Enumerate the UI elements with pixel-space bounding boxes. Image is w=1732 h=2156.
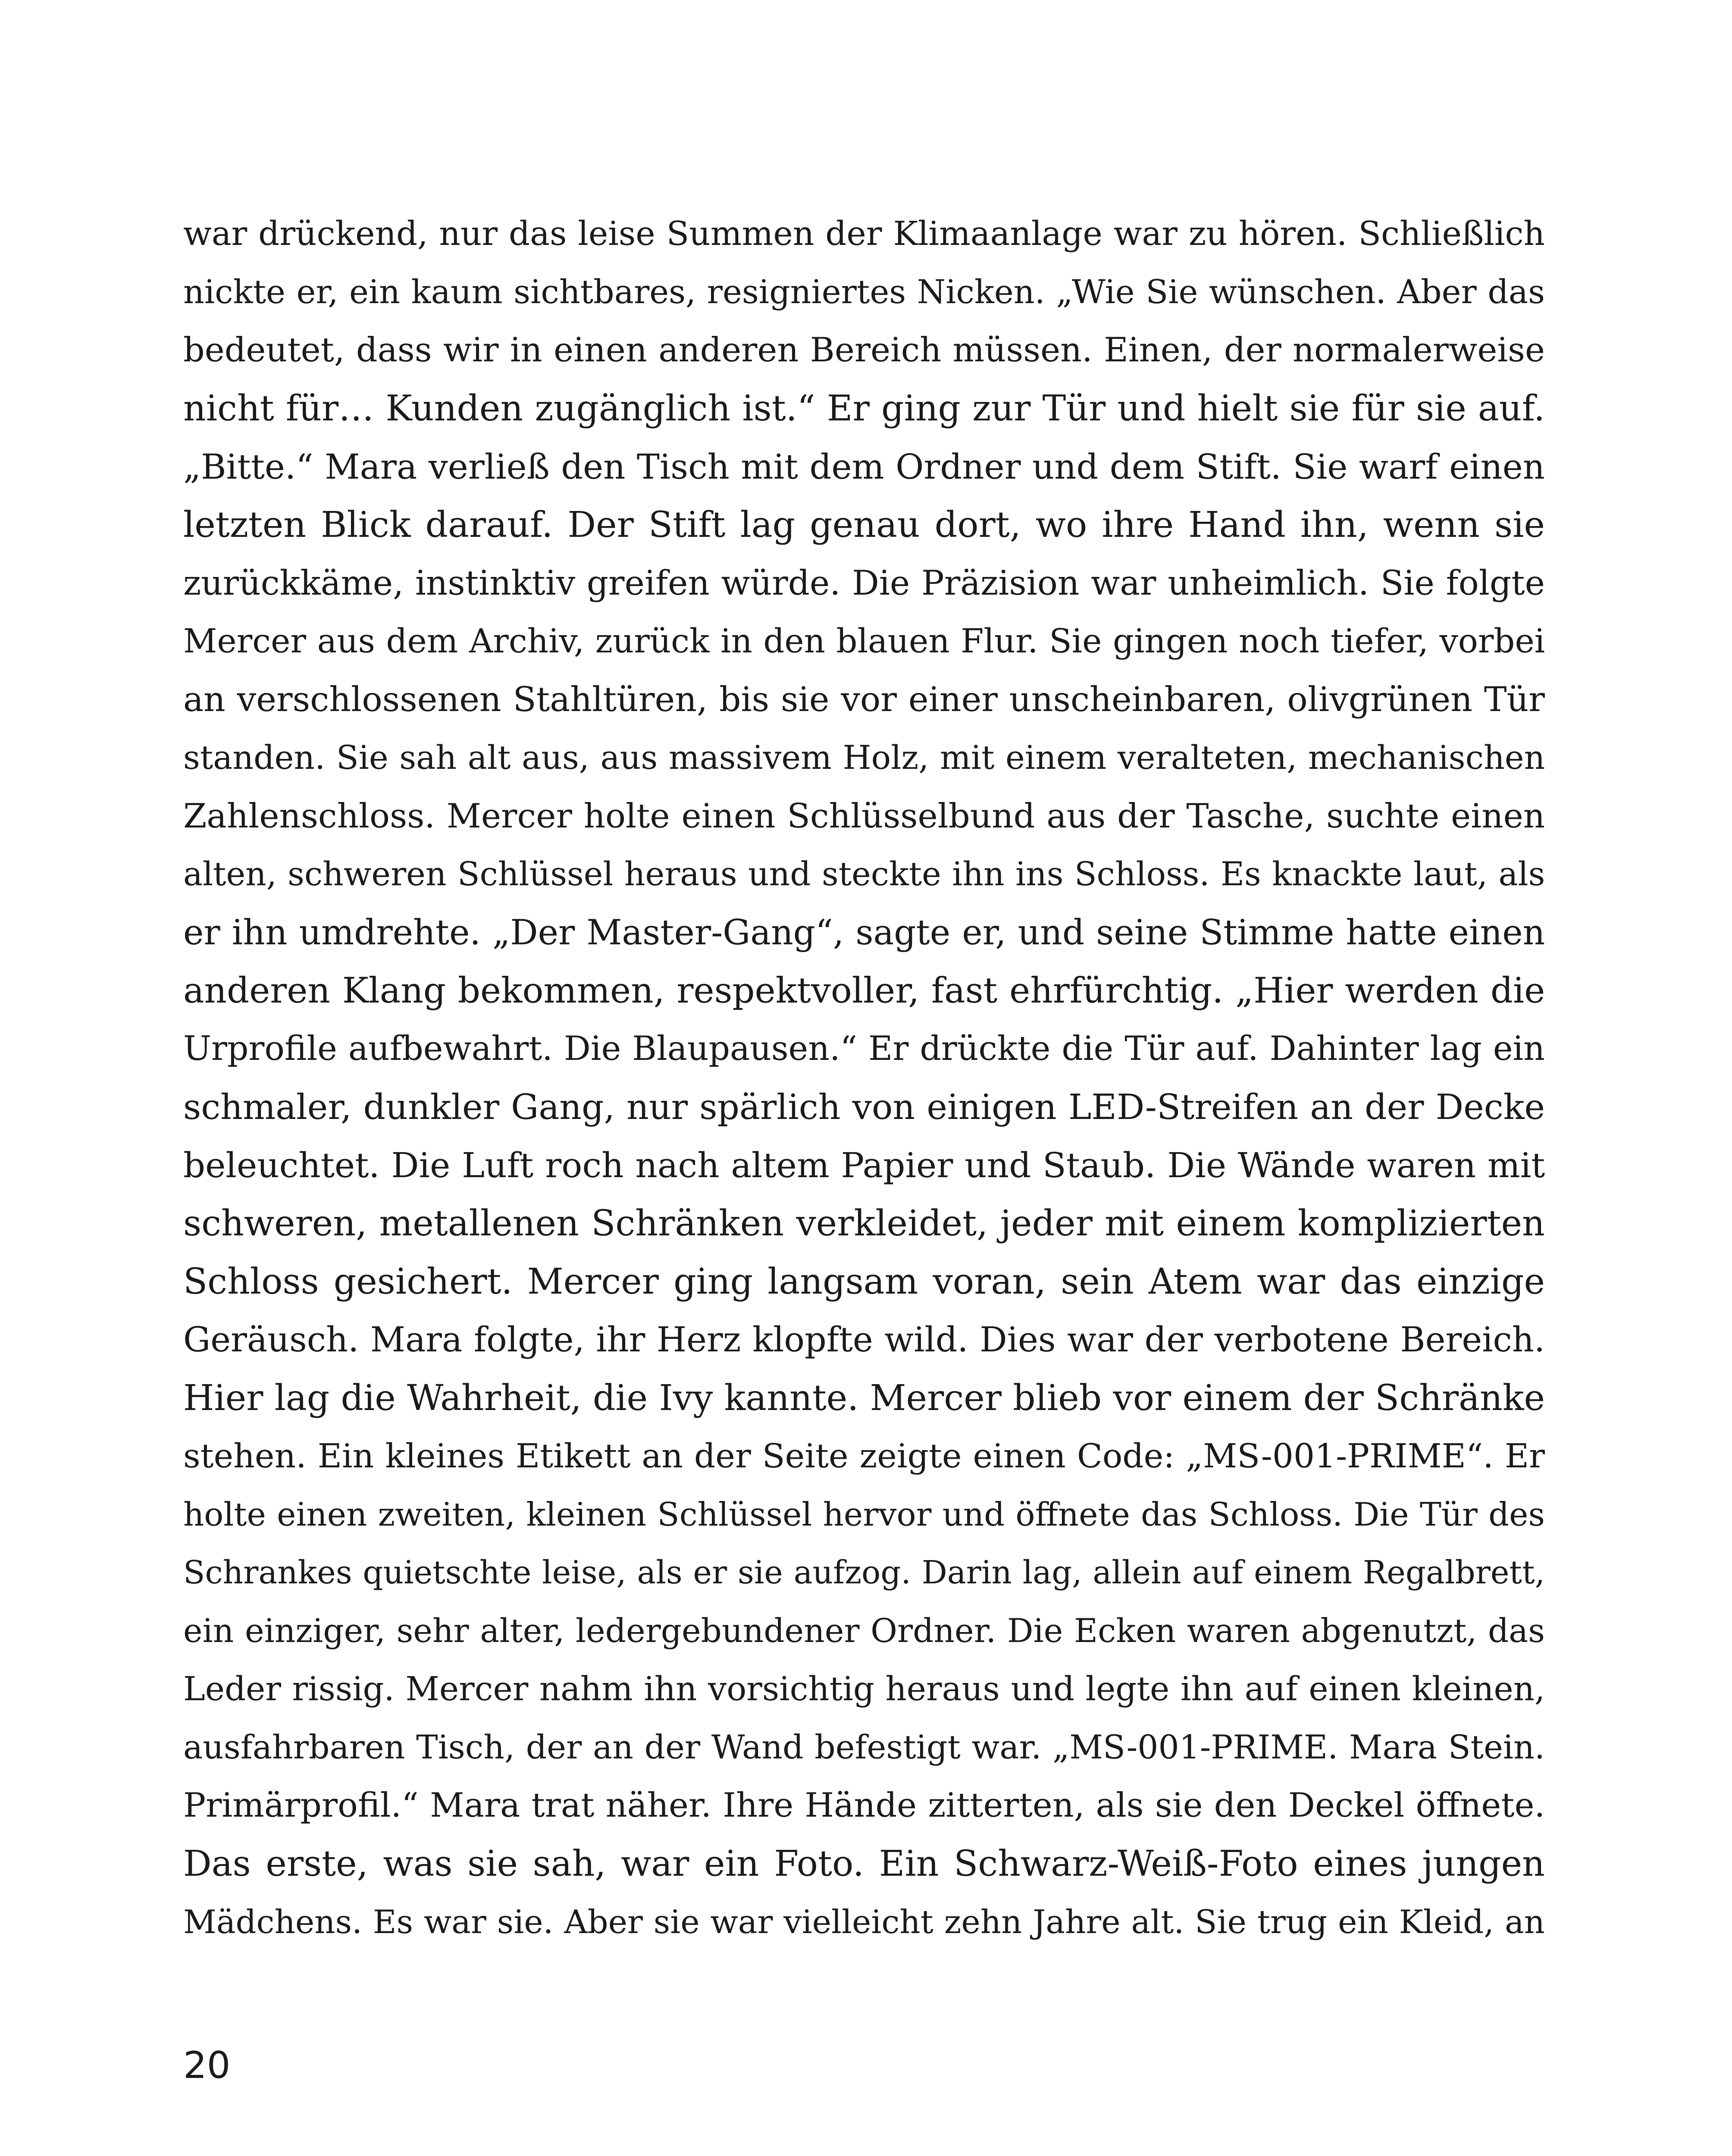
text-line: Schrankes quietschte leise, als er sie aufzog. Darin lag, allein auf einem Regalbrett, <box>183 1554 1545 1591</box>
text-line: letzten Blick darauf. Der Stift lag genau dort, wo ihre Hand ihn, wenn sie <box>183 505 1545 545</box>
text-line: nicht für… Kunden zugänglich ist.“ Er ging zur Tür und hielt sie für sie auf. <box>183 388 1545 429</box>
text-line: anderen Klang bekommen, respektvoller, fast ehrfürchtig. „Hier werden die <box>183 970 1545 1011</box>
text-line: er ihn umdrehte. „Der Master-Gang“, sagte er, und seine Stimme hatte einen <box>183 912 1545 953</box>
text-line: Zahlenschloss. Mercer holte einen Schlüsselbund aus der Tasche, suchte einen <box>183 796 1545 836</box>
text-line: Primärprofil.“ Mara trat näher. Ihre Hände zitterten, als sie den Deckel öffnete. <box>183 1786 1545 1825</box>
body-text <box>183 205 1545 1951</box>
text-line: Urprofile aufbewahrt. Die Blaupausen.“ Er drückte die Tür auf. Dahinter lag ein <box>183 1029 1545 1068</box>
text-line: schweren, metallenen Schränken verkleidet, jeder mit einem komplizierten <box>183 1203 1545 1244</box>
text-line: bedeutet, dass wir in einen anderen Bereich müssen. Einen, der normalerweise <box>183 331 1545 370</box>
text-line: schmaler, dunkler Gang, nur spärlich von einigen LED-Streifen an der Decke <box>183 1087 1545 1127</box>
text-line: war drückend, nur das leise Summen der Klimaanlage war zu hören. Schließlich <box>183 215 1545 253</box>
text-line: standen. Sie sah alt aus, aus massivem Holz, mit einem veralteten, mechanischen <box>183 739 1545 777</box>
text-line: Leder rissig. Mercer nahm ihn vorsichtig heraus und legte ihn auf einen kleinen, <box>183 1670 1545 1708</box>
text-line: Geräusch. Mara folgte, ihr Herz klopfte wild. Dies war der verbotene Bereich. <box>183 1320 1545 1360</box>
page-number: 20 <box>183 2044 231 2087</box>
text-line: stehen. Ein kleines Etikett an der Seite zeigte einen Code: „MS-001-PRIME“. Er <box>183 1437 1545 1476</box>
text-line: „Bitte.“ Mara verließ den Tisch mit dem Ordner und dem Stift. Sie warf einen <box>183 447 1545 487</box>
text-line: ausfahrbaren Tisch, der an der Wand befestigt war. „MS-001-PRIME. Mara Stein. <box>183 1728 1545 1766</box>
text-line: nickte er, ein kaum sichtbares, resigniertes Nicken. „Wie Sie wünschen. Aber das <box>183 273 1545 311</box>
text-line: Hier lag die Wahrheit, die Ivy kannte. Mercer blieb vor einem der Schränke <box>183 1378 1545 1419</box>
text-line: alten, schweren Schlüssel heraus und steckte ihn ins Schloss. Es knackte laut, als <box>183 855 1545 893</box>
text-line: Mercer aus dem Archiv, zurück in den blauen Flur. Sie gingen noch tiefer, vorbei <box>183 622 1545 661</box>
text-line: ein einziger, sehr alter, ledergebundener Ordner. Die Ecken waren abgenutzt, das <box>183 1612 1545 1650</box>
text-line: Mädchens. Es war sie. Aber sie war vielleicht zehn Jahre alt. Sie trug ein Kleid, an <box>183 1903 1545 1941</box>
text-line: an verschlossenen Stahltüren, bis sie vor einer unscheinbaren, olivgrünen Tür <box>183 680 1545 719</box>
text-line: beleuchtet. Die Luft roch nach altem Papier und Staub. Die Wände waren mit <box>183 1145 1545 1185</box>
text-line: Das erste, was sie sah, war ein Foto. Ein Schwarz-Weiß-Foto eines jungen <box>183 1843 1545 1884</box>
text-line: Schloss gesichert. Mercer ging langsam voran, sein Atem war das einzige <box>183 1261 1545 1302</box>
text-line: holte einen zweiten, kleinen Schlüssel hervor und öffnete das Schloss. Die Tür des <box>183 1495 1545 1533</box>
text-line: zurückkäme, instinktiv greifen würde. Die Präzision war unheimlich. Sie folgte <box>183 564 1545 603</box>
